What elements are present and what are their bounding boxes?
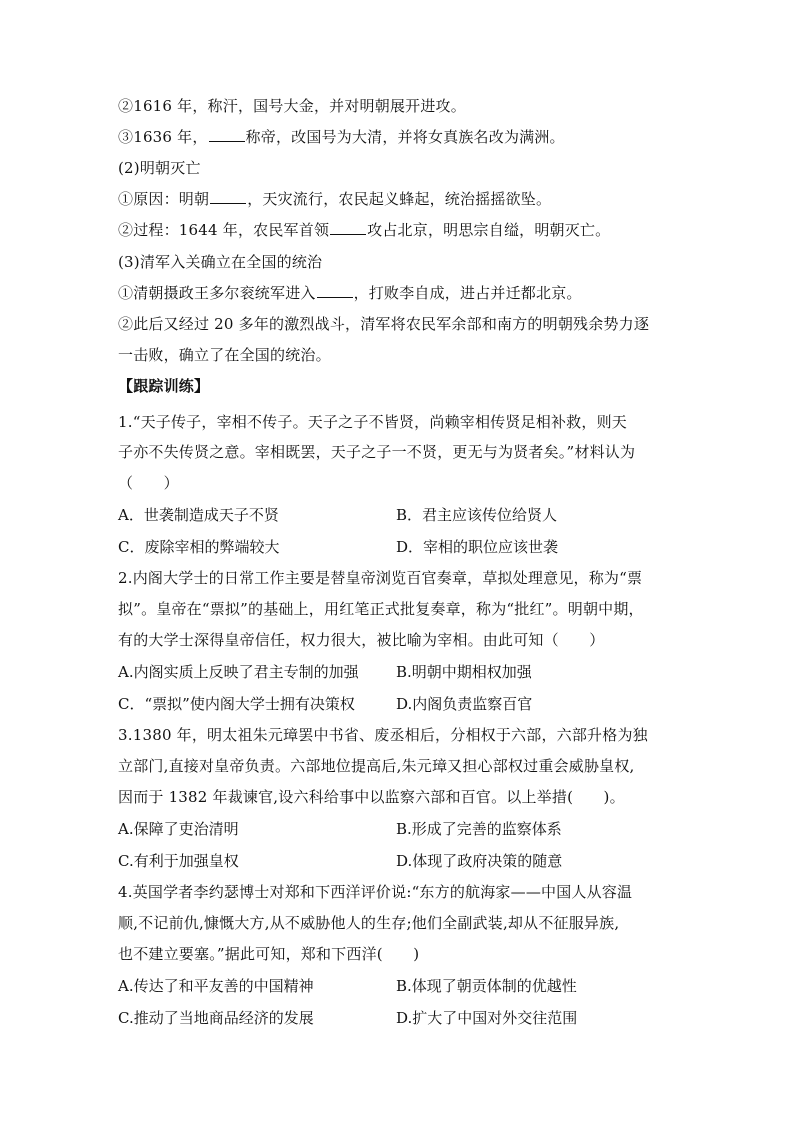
question-1-option-c[interactable]: C．废除宰相的弊端较大 bbox=[118, 538, 280, 556]
question-3-option-b[interactable]: B.形成了完善的监察体系 bbox=[396, 820, 562, 838]
question-2-stem-line: 有的大学士深得皇帝信任，权力很大，被比喻为宰相。由此可知（ ） bbox=[118, 631, 605, 649]
outline-line-1616 bbox=[118, 96, 678, 116]
question-1-stem-line: 1.“天子传子，宰相不传子。天子之子不皆贤，尚赖宰相传贤足相补救，则天 bbox=[118, 413, 627, 431]
question-2-stem-line: 拟”。皇帝在“票拟”的基础上，用红笔正式批复奏章，称为“批红”。明朝中期， bbox=[118, 600, 644, 618]
question-1-stem-line: 子亦不失传贤之意。宰相既罢，天子之子一不贤，更无与为贤者矣。”材料认为 bbox=[118, 443, 636, 461]
outline-text: 攻占北京，明思宗自缢，明朝灭亡。 bbox=[367, 221, 611, 239]
outline-line-cause bbox=[118, 189, 678, 209]
question-4-option-a[interactable]: A.传达了和平友善的中国精神 bbox=[118, 977, 314, 995]
outline-line-dorgon bbox=[118, 283, 678, 303]
section-title: 【跟踪训练】 bbox=[118, 377, 210, 395]
question-1-option-d[interactable]: D．宰相的职位应该世袭 bbox=[396, 538, 559, 556]
question-1-option-b[interactable]: B．君主应该传位给贤人 bbox=[396, 506, 558, 524]
question-2-option-b[interactable]: B.明朝中期相权加强 bbox=[396, 663, 532, 681]
question-3-option-a[interactable]: A.保障了吏治清明 bbox=[118, 820, 239, 838]
fill-blank[interactable] bbox=[330, 220, 366, 235]
outline-line-unify-b bbox=[118, 345, 678, 365]
outline-text: ②1616 年，称汗，国号大金，并对明朝展开进攻。 bbox=[118, 97, 466, 115]
outline-text: ②此后又经过 20 多年的激烈战斗，清军将农民军余部和南方的明朝残余势力逐 bbox=[118, 315, 650, 333]
question-3-option-c[interactable]: C.有利于加强皇权 bbox=[118, 852, 239, 870]
question-2-stem-line: 2.内阁大学士的日常工作主要是替皇帝浏览百官奏章，草拟处理意见，称为“票 bbox=[118, 569, 643, 587]
outline-line-unify-a bbox=[118, 314, 678, 334]
question-4-stem-line: 顺,不记前仇,慷慨大方,从不威胁他人的生存;他们全副武装,却从不征服异族, bbox=[118, 914, 620, 932]
fill-blank[interactable] bbox=[210, 189, 246, 204]
outline-text: ，打败李自成，进占并迁都北京。 bbox=[353, 284, 582, 302]
outline-heading-qing bbox=[118, 252, 678, 272]
question-1-stem-line: （ ） bbox=[118, 474, 179, 492]
question-4-stem-line: 也不建立要塞。”据此可知，郑和下西洋( ) bbox=[118, 945, 420, 963]
question-4-option-c[interactable]: C.推动了当地商品经济的发展 bbox=[118, 1009, 314, 1027]
outline-line-process bbox=[118, 220, 678, 240]
outline-line-1636 bbox=[118, 127, 678, 147]
outline-text: ，天灾流行，农民起义蜂起，统治摇摇欲坠。 bbox=[247, 190, 552, 208]
question-4-option-d[interactable]: D.扩大了中国对外交往范围 bbox=[396, 1009, 578, 1027]
outline-text: ①清朝摄政王多尔衮统军进入 bbox=[118, 284, 316, 302]
outline-text: ③1636 年， bbox=[118, 128, 208, 146]
outline-text: 一击败，确立了在全国的统治。 bbox=[118, 346, 331, 364]
question-3-stem-line: 立部门,直接对皇帝负责。六部地位提高后,朱元璋又担心部权过重会威胁皇权, bbox=[118, 757, 635, 775]
question-2-option-c[interactable]: C．“票拟”使内阁大学士拥有决策权 bbox=[118, 695, 355, 713]
question-3-stem-line: 因而于 1382 年裁谏官,设六科给事中以监察六部和百官。以上举措( )。 bbox=[118, 788, 625, 806]
fill-blank[interactable] bbox=[317, 283, 353, 298]
question-1-option-a[interactable]: A．世袭制造成天子不贤 bbox=[118, 506, 279, 524]
question-3-option-d[interactable]: D.体现了政府决策的随意 bbox=[396, 852, 563, 870]
outline-text: 称帝，改国号为大清，并将女真族名改为满洲。 bbox=[245, 128, 565, 146]
question-2-option-d[interactable]: D.内阁负责监察百官 bbox=[396, 695, 533, 713]
question-4-option-b[interactable]: B.体现了朝贡体制的优越性 bbox=[396, 977, 577, 995]
question-2-option-a[interactable]: A.内阁实质上反映了君主专制的加强 bbox=[118, 663, 359, 681]
outline-text: ②过程：1644 年，农民军首领 bbox=[118, 221, 330, 239]
outline-heading: (2)明朝灭亡 bbox=[118, 159, 201, 177]
outline-heading-ming-fall bbox=[118, 158, 678, 178]
outline-text: ①原因：明朝 bbox=[118, 190, 210, 208]
question-4-stem-line: 4.英国学者李约瑟博士对郑和下西洋评价说:“东方的航海家——中国人从容温 bbox=[118, 883, 633, 901]
outline-heading: (3)清军入关确立在全国的统治 bbox=[118, 253, 323, 271]
question-3-stem-line: 3.1380 年，明太祖朱元璋罢中书省、废丞相后，分相权于六部，六部升格为独 bbox=[118, 726, 648, 744]
fill-blank[interactable] bbox=[209, 127, 245, 142]
